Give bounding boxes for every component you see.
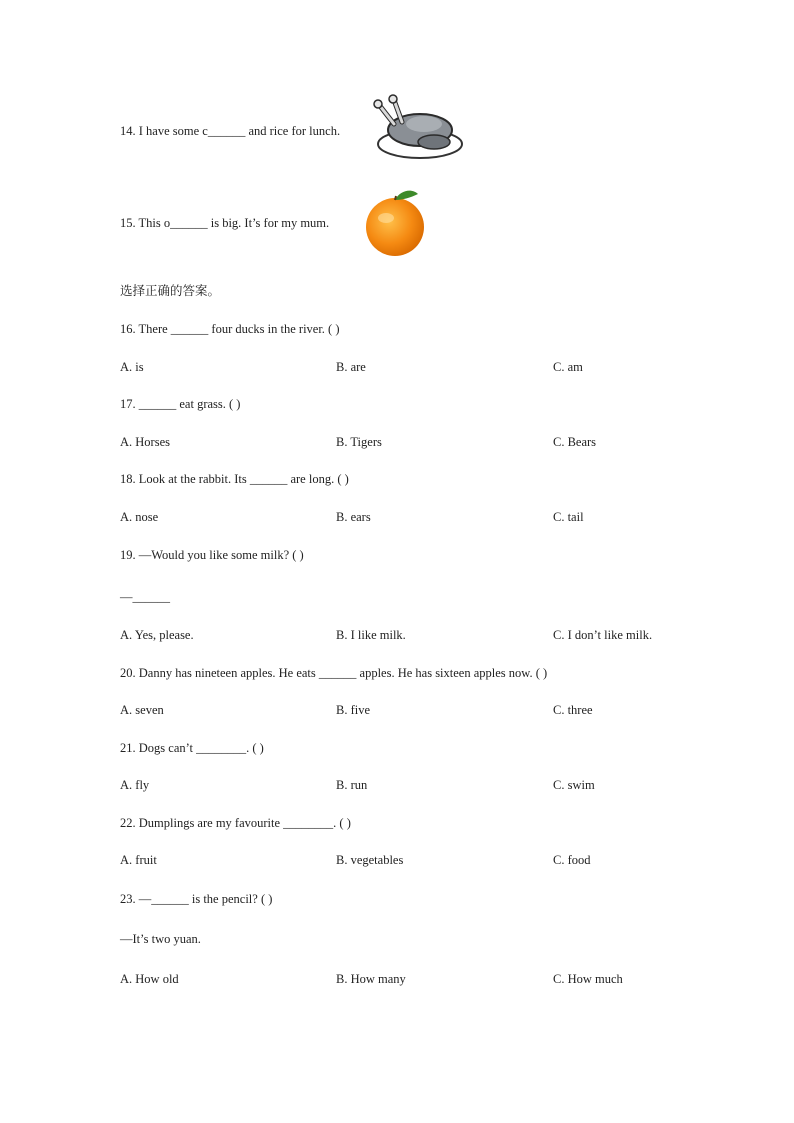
question-21-option-b: B. run — [336, 778, 368, 792]
question-22-option-c: C. food — [553, 853, 591, 867]
question-18-option-a: A. nose — [120, 510, 159, 524]
question-17-option-c: C. Bears — [553, 435, 597, 449]
question-23-stem: 23. —______ is the pencil? ( ) — [120, 892, 273, 906]
question-23-option-b: B. How many — [336, 972, 406, 986]
question-16-option-a: A. is — [120, 360, 144, 374]
question-21-option-c: C. swim — [553, 778, 595, 792]
question-20-option-a: A. seven — [120, 703, 164, 717]
question-16-option-b: B. are — [336, 360, 366, 374]
question-23-option-a: A. How old — [120, 972, 179, 986]
question-19-option-a: A. Yes, please. — [120, 628, 194, 642]
section-title: 选择正确的答案。 — [120, 283, 221, 298]
question-14-text: 14. I have some c______ and rice for lunch. — [120, 124, 341, 138]
question-18-stem: 18. Look at the rabbit. Its ______ are long. ( ) — [120, 472, 349, 486]
question-17-option-a: A. Horses — [120, 435, 170, 449]
question-20-option-c: C. three — [553, 703, 593, 717]
question-22-option-a: A. fruit — [120, 853, 157, 867]
question-20-stem: 20. Danny has nineteen apples. He eats ______ apples. He has sixteen apples now. ( ) — [120, 666, 548, 680]
question-21-stem: 21. Dogs can’t ________. ( ) — [120, 741, 264, 755]
question-17-option-b: B. Tigers — [336, 435, 382, 449]
question-19-answer-line: —______ — [120, 590, 170, 604]
question-17-stem: 17. ______ eat grass. ( ) — [120, 397, 241, 411]
question-18-option-b: B. ears — [336, 510, 371, 524]
question-20-option-b: B. five — [336, 703, 371, 717]
question-16-stem: 16. There ______ four ducks in the river. ( ) — [120, 322, 340, 336]
roast-chicken-icon — [372, 94, 464, 164]
question-19-option-b: B. I like milk. — [336, 628, 406, 642]
question-19-option-c: C. I don’t like milk. — [553, 628, 653, 642]
question-15-text: 15. This o______ is big. It’s for my mum. — [120, 216, 330, 230]
question-21-option-a: A. fly — [120, 778, 150, 792]
question-22-stem: 22. Dumplings are my favourite ________. ( ) — [120, 816, 351, 830]
question-19-stem: 19. —Would you like some milk? ( ) — [120, 548, 304, 562]
orange-icon — [362, 186, 428, 258]
question-16-option-c: C. am — [553, 360, 583, 374]
question-18-option-c: C. tail — [553, 510, 584, 524]
question-22-option-b: B. vegetables — [336, 853, 404, 867]
question-23-option-c: C. How much — [553, 972, 623, 986]
question-23-answer-line: —It’s two yuan. — [120, 932, 201, 946]
